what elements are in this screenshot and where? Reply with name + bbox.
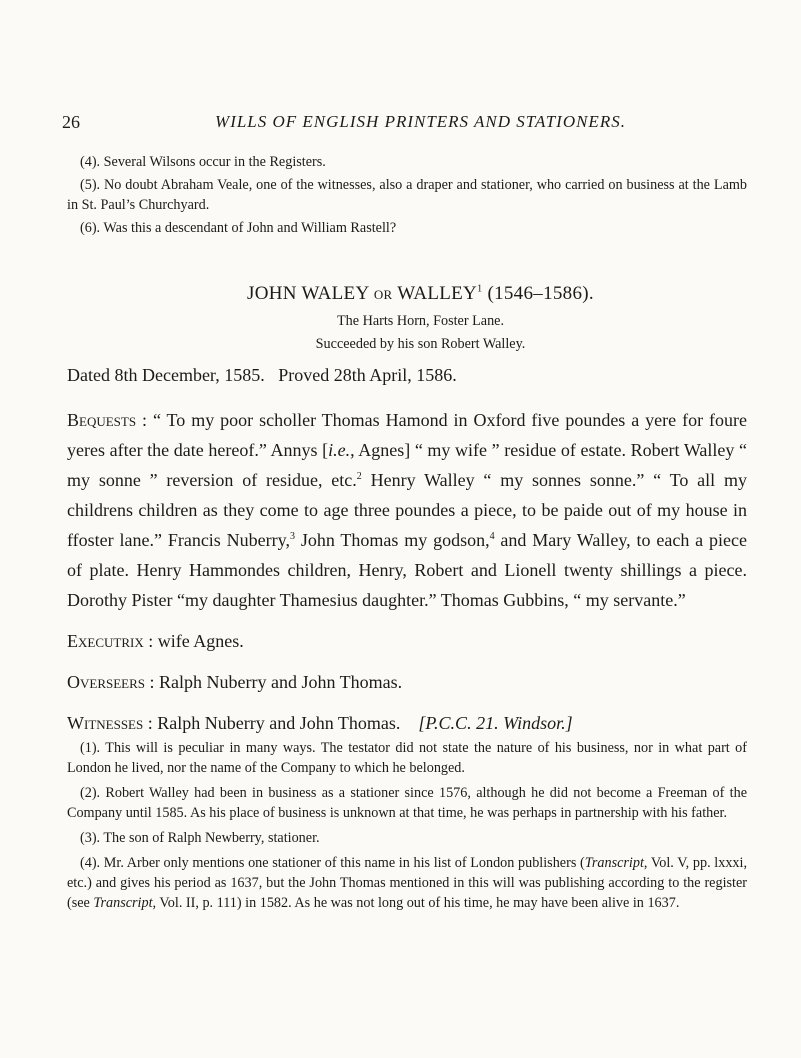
text-run: Henry Walley “ my sonnes sonne.” “ To all my childrens children as they come to age three poundes a piece, to be paide out of my house in ffoster lane.” Francis Nuberry,: [67, 470, 747, 550]
section-heading: Overseers: [67, 672, 146, 692]
text-italic: Transcript: [93, 895, 153, 911]
footnote-ref: 3: [289, 531, 295, 542]
overseers-line: [67, 667, 747, 697]
running-title: WILLS OF ENGLISH PRINTERS AND STATIONERS.: [215, 112, 626, 131]
section-heading: Witnesses: [67, 713, 144, 733]
footnote-text: No doubt Abraham Veale, one of the witnesses, also a draper and stationer, who carried on business at the Lamb in St. Paul’s Churchyard.: [67, 177, 747, 213]
footnote-text: The son of Ralph Newberry, stationer.: [103, 830, 320, 846]
footnote-text: This will is peculiar in many ways. The testator did not state the nature of his business, nor in what part of London he lived, nor the name of the Company to which he belonged.: [67, 740, 747, 776]
footnote-text: Was this a descendant of John and William Rastell?: [103, 220, 397, 236]
title-name-alt: WALLEY: [392, 283, 478, 304]
footnote-4-prev: [67, 152, 747, 172]
footnote-label: (1).: [80, 740, 101, 756]
section-heading: Bequests: [67, 410, 137, 430]
entry-sign: The Harts Horn, Foster Lane.: [336, 313, 505, 329]
footnote-label: (2).: [80, 785, 101, 801]
entry-succession: Succeeded by his son Robert Walley.: [315, 336, 526, 352]
footnote-label: (4).: [80, 855, 101, 871]
footnote-text: Several Wilsons occur in the Registers.: [103, 154, 326, 170]
footnote-label: (5).: [80, 177, 101, 193]
executrix-line: [67, 626, 747, 656]
footnote-3: [67, 828, 747, 848]
text-run: : Ralph Nuberry and John Thomas.: [143, 713, 401, 733]
footnote-label: (3).: [80, 830, 101, 846]
footnote-2: [67, 783, 747, 823]
page-number: 26: [62, 112, 80, 132]
page-header: [0, 112, 801, 136]
text-run: : Ralph Nuberry and John Thomas.: [145, 672, 403, 692]
footnote-4: [67, 853, 747, 913]
entry-footnotes: [67, 738, 747, 918]
footnote-ref: 4: [489, 531, 495, 542]
footnote-ref: 1: [477, 283, 483, 295]
footnote-1: [67, 738, 747, 778]
footnote-text: Mr. Arber only mentions one stationer of this name in his list of London publishers (: [103, 855, 585, 871]
text-run: , Agnes] “ my wife ” residue of estate. Robert Walley “ my sonne ” reversion of residue, etc.: [67, 440, 747, 490]
witnesses-line: [67, 708, 747, 738]
section-heading: Executrix: [67, 631, 144, 651]
footnote-label: (6).: [80, 220, 101, 236]
will-body: [67, 405, 747, 749]
text-run: John Thomas my godson,: [294, 530, 490, 550]
source-reference: [P.C.C. 21. Windsor.]: [418, 713, 573, 733]
entry-title: [0, 283, 801, 305]
title-name: JOHN WALEY: [247, 283, 374, 304]
title-or: or: [373, 283, 393, 304]
footnote-text: Robert Walley had been in business as a stationer since 1576, although he did not become a Freeman of the Company until 1585. As his place of business is unknown at that time, he was perhaps in partnership with his father.: [67, 785, 748, 821]
text-run: : “ To my poor scholler Thomas Hamond in Oxford five poundes a yere for foure yeres after the date hereof.” Annys [: [67, 410, 747, 460]
footnote-label: (4).: [80, 154, 101, 170]
title-dates: (1546–1586).: [482, 283, 594, 304]
text-italic: Transcript: [584, 855, 644, 871]
text-run: : wife Agnes.: [143, 631, 244, 651]
footnote-text: , Vol. II, p. 111) in 1582. As he was not long out of his time, he may have been alive in 1637.: [152, 895, 680, 911]
footnote-ref: 2: [356, 471, 362, 482]
text-italic: i.e.: [328, 440, 351, 460]
footnote-5-prev: [67, 175, 747, 215]
footnote-6-prev: [67, 218, 747, 238]
text-run: and Mary Walley, to each a piece of plate. Henry Hammondes children, Henry, Robert and Lionell twenty shillings a piece. Dorothy Pister “my daughter Thamesius daughter.” Thomas Gubbins, “ my servante.”: [67, 530, 747, 610]
footnote-text: , Vol. V, pp. lxxxi, etc.) and gives his period as 1637, but the John Thomas mentioned in this will was publishing according to the register (see: [67, 855, 747, 911]
entry-dates: Dated 8th December, 1585. Proved 28th April, 1586.: [67, 365, 457, 385]
bequests-paragraph: [67, 405, 747, 615]
previous-entry-footnotes: [67, 152, 747, 241]
